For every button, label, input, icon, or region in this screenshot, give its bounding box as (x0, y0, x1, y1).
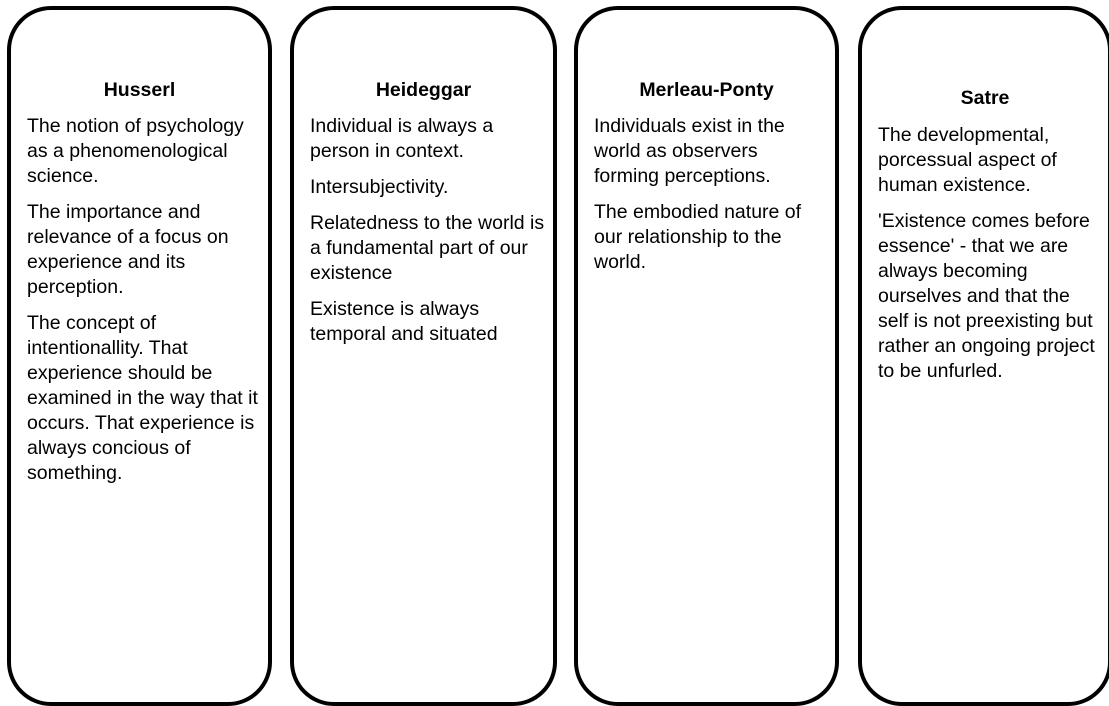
panel-paragraph: Relatedness to the world is a fundamental part of our existence (310, 212, 545, 284)
panel-title: Satre (960, 87, 1010, 109)
panel-paragraph: Existence is always temporal and situated (310, 298, 498, 345)
panel-satre (858, 6, 1109, 706)
panel-body (878, 123, 1100, 395)
panel-body (310, 114, 545, 358)
panel-paragraph: The embodied nature of our relationship to the world. (594, 201, 802, 273)
panel-merleau-ponty (574, 6, 839, 706)
panel-paragraph: The importance and relevance of a focus on experience and its perception. (27, 201, 229, 298)
panel-heideggar (290, 6, 557, 706)
panel-paragraph: The developmental, porcessual aspect of human existence. (878, 124, 1057, 196)
panel-body (27, 114, 260, 497)
panel-paragraph: 'Existence comes before essence' - that we are always becoming ourselves and that the self is not preexisting but rather an ongoing project to be unfurled. (878, 210, 1095, 382)
panel-paragraph: Intersubjectivity. (310, 176, 449, 198)
panel-paragraph: The notion of psychology as a phenomenological science. (27, 115, 244, 187)
panel-husserl (7, 6, 272, 706)
panel-body (594, 114, 827, 286)
panel-paragraph: The concept of intentionallity. That experience should be examined in the way that it occurs. That experience is always concious of something. (27, 312, 258, 484)
panel-title: Husserl (103, 79, 176, 101)
panel-paragraph: Individuals exist in the world as observers forming perceptions. (594, 115, 785, 187)
panel-title: Heideggar (375, 79, 472, 101)
panel-title: Merleau-Ponty (639, 79, 774, 101)
panel-paragraph: Individual is always a person in context. (310, 115, 494, 162)
